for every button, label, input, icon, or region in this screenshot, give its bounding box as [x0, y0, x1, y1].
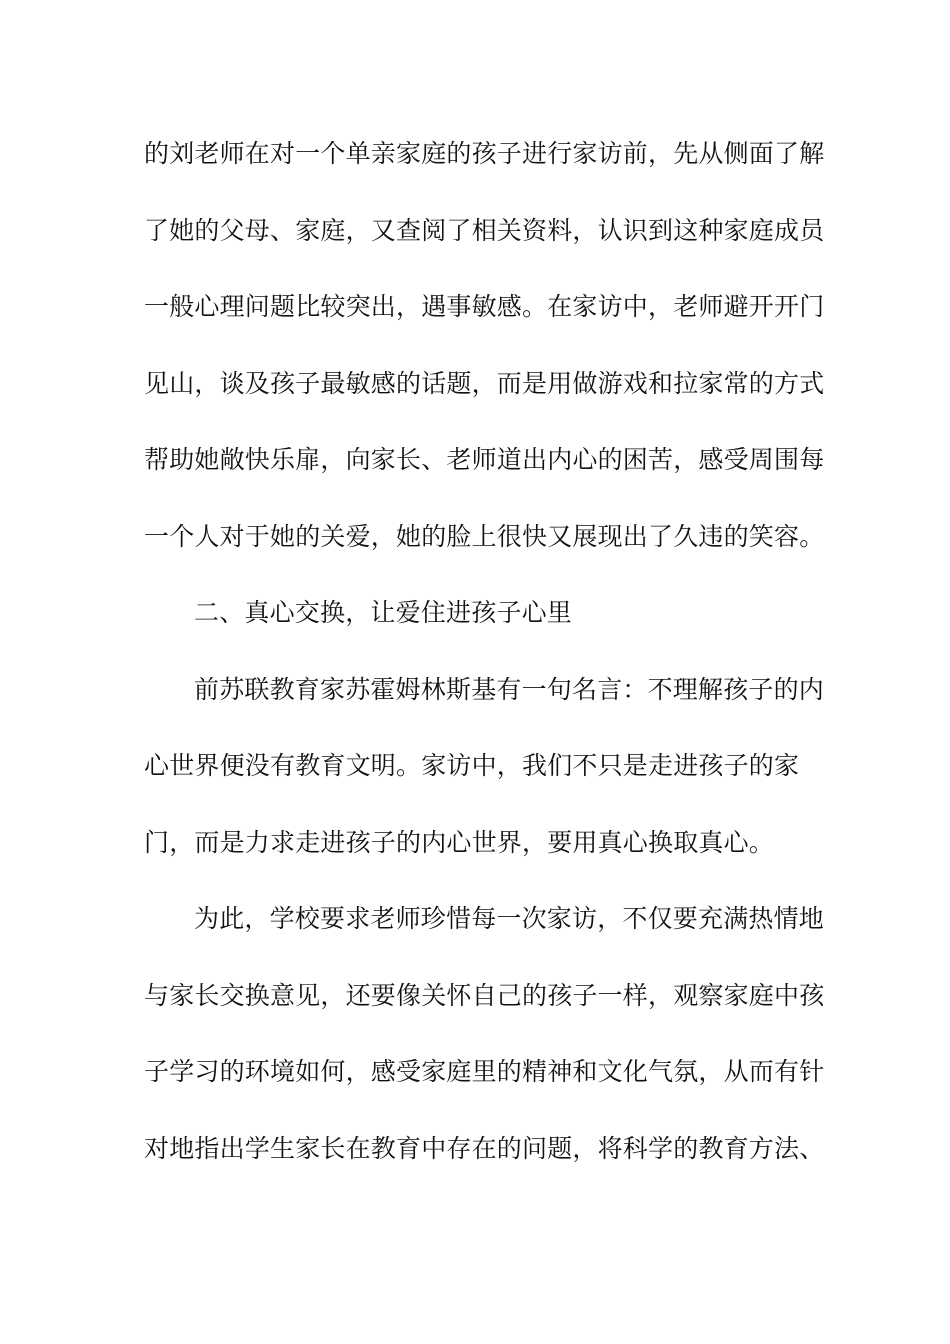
text-line: 子学习的环境如何，感受家庭里的精神和文化气氛，从而有针 — [144, 1057, 825, 1086]
text-line: 的刘老师在对一个单亲家庭的孩子进行家访前，先从侧面了解 — [144, 139, 825, 168]
text-line: 一般心理问题比较突出，遇事敏感。在家访中，老师避开开门 — [144, 292, 825, 321]
text-line: 为此，学校要求老师珍惜每一次家访，不仅要充满热情地 — [194, 904, 825, 933]
text-line: 帮助她敞快乐扉，向家长、老师道出内心的困苦，感受周围每 — [144, 445, 825, 474]
section-heading: 二、真心交换，让爱住进孩子心里 — [194, 598, 573, 627]
text-line: 一个人对于她的关爱，她的脸上很快又展现出了久违的笑容。 — [144, 521, 825, 551]
body-text — [144, 129, 825, 1200]
text-line: 前苏联教育家苏霍姆林斯基有一句名言：不理解孩子的内 — [194, 674, 825, 704]
text-line: 与家长交换意见，还要像关怀自己的孩子一样，观察家庭中孩 — [144, 980, 825, 1010]
text-line: 对地指出学生家长在教育中存在的问题，将科学的教育方法、 — [144, 1133, 825, 1163]
text-line: 了她的父母、家庭，又查阅了相关资料，认识到这种家庭成员 — [144, 215, 825, 245]
text-line: 门，而是力求走进孩子的内心世界，要用真心换取真心。 — [144, 827, 775, 857]
text-line: 心世界便没有教育文明。家访中，我们不只是走进孩子的家 — [144, 751, 800, 780]
text-line: 见山，谈及孩子最敏感的话题，而是用做游戏和拉家常的方式 — [144, 368, 825, 398]
